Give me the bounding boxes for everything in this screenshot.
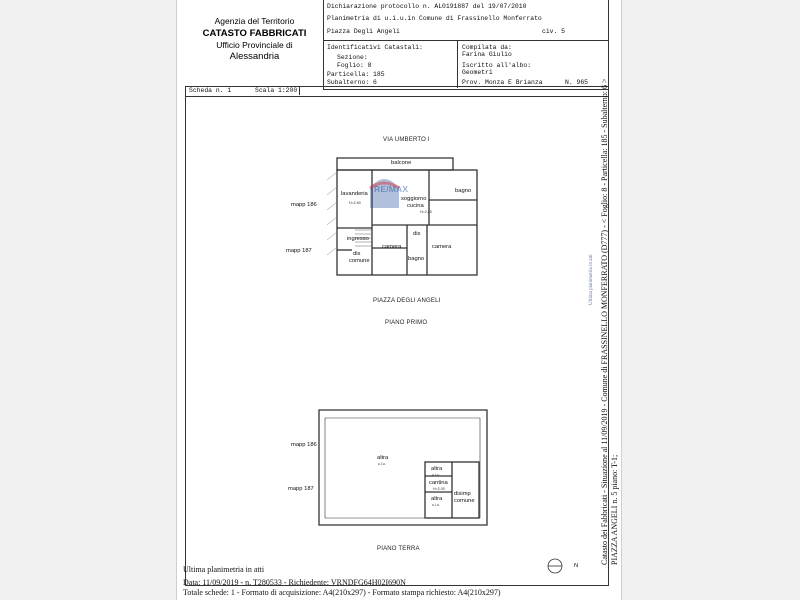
logo-text: RE/MAX — [374, 184, 409, 194]
soggiorno-height: H=2.85 — [420, 210, 432, 214]
north-label: N — [574, 563, 579, 569]
dis-comune-label2: comune — [349, 258, 370, 264]
bagno2-label: bagno — [408, 256, 425, 262]
compilata-title: Compilata da: — [462, 44, 512, 51]
piano-primo-label: PIANO PRIMO — [385, 320, 428, 326]
disimp-label: disimp — [454, 491, 471, 497]
cantina-label: cantina — [429, 480, 448, 486]
altra-sub-label: u.i.u. — [378, 462, 386, 466]
footer-line3: Totale schede: 1 - Formato di acquisizione: A4(210x297) - Formato stampa richiesto: A4(210x297) — [183, 588, 501, 597]
agency-line2: CATASTO FABBRICATI — [202, 28, 307, 39]
altra3-label: altra — [431, 496, 443, 502]
bagno1-label: bagno — [455, 188, 472, 194]
compilata-name: Farina Giulio — [462, 51, 512, 58]
plan-line-text: Planimetria di u.i.u.in Comune di Frassinello Monferrato — [327, 15, 542, 22]
mapp187-label: mapp 187 — [286, 248, 312, 254]
cucina-label: cucina — [407, 203, 424, 209]
dis-comune-label: dis — [353, 251, 361, 257]
mapp186-b-label: mapp 186 — [291, 442, 317, 448]
address-text: Piazza Degli Angeli — [327, 28, 400, 35]
camera1-label: camera — [382, 244, 402, 250]
cantina-height: H=2.00 — [433, 487, 445, 491]
mapp186-label: mapp 186 — [291, 202, 317, 208]
altra2-sub-label: u.i.u. — [432, 473, 440, 477]
iscritto-title: Iscritto all'albo: — [462, 62, 532, 69]
footer-line2: Data: 11/09/2019 - n. T280533 - Richiedente: VRNDFG64H02I690N — [183, 578, 406, 587]
mapp187-b-label: mapp 187 — [288, 486, 314, 492]
soggiorno-label: soggiorno — [401, 196, 427, 202]
scala-text: Scala 1:200 — [255, 87, 298, 94]
lavanderia-label: lavanderia — [341, 191, 368, 197]
balcone-label: balcone — [391, 160, 412, 166]
side-text-block — [589, 78, 627, 585]
altra3-sub-label: u.i.u. — [432, 503, 440, 507]
particella-text: Particella: 185 — [327, 71, 385, 78]
document-sheet — [176, 0, 622, 600]
piano-terra-label: PIANO TERRA — [377, 546, 420, 552]
altra2-label: altra — [431, 466, 443, 472]
side-text-line2: PIAZZA ANGELI n. 5 piano: T-1; — [610, 454, 619, 565]
subalterno-text: Subalterno: 6 — [327, 79, 377, 86]
scheda-text: Scheda n. 1 — [189, 87, 232, 94]
declaration-text: Dichiarazione protocollo n. AL0191887 del 19/07/2010 — [327, 3, 527, 10]
lavanderia-height: H=2.60 — [349, 201, 361, 205]
camera2-label: camera — [432, 244, 452, 250]
agency-line1: Agenzia del Territorio — [214, 16, 295, 26]
disimp-label2: comune — [454, 498, 475, 504]
piazza-label: PIAZZA DEGLI ANGELI — [373, 298, 441, 304]
civic-text: civ. 5 — [542, 28, 566, 35]
footer-line1: Ultima planimetria in atti — [183, 565, 265, 574]
sezione-text: Sezione: — [337, 54, 368, 61]
iscritto-role: Geometri — [462, 69, 493, 76]
altra-label: altra — [377, 455, 389, 461]
side-stamp: Ultima planimetria in atti — [589, 254, 594, 305]
side-text-line1: Catasto dei Fabbricati - Situazione al 11/09/2019 - Comune di FRASSINELLO MONFERRATO (D777) - < Foglio: 8 - Particella: 185 - Subalterno: 6 > — [600, 78, 609, 565]
prov-text: Prov. Monza E Brianza — [462, 79, 543, 86]
ingresso-label: ingresso — [347, 236, 369, 242]
dis1-label: dis — [413, 231, 421, 237]
foglio-text: Foglio: 8 — [337, 62, 372, 69]
prov-number: N. 965 — [565, 79, 589, 86]
agency-line3: Ufficio Provinciale di — [216, 40, 293, 50]
ident-title: Identificativi Catastali: — [327, 44, 423, 51]
agency-line4: Alessandria — [229, 51, 280, 62]
street-top-label: VIA UMBERTO I — [383, 137, 430, 143]
